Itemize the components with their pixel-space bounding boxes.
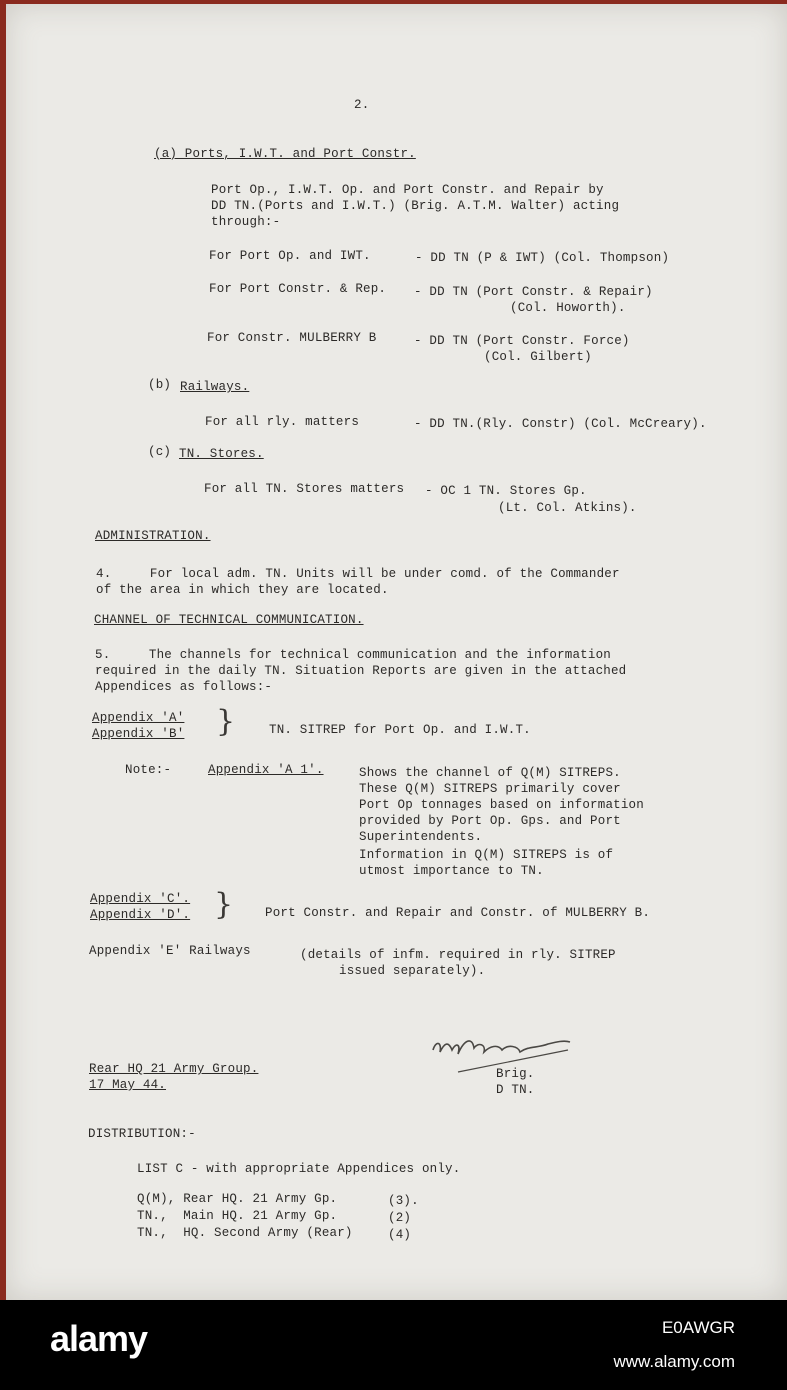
origin-line-1: Rear HQ 21 Army Group. (89, 1062, 259, 1076)
railways-label: For all rly. matters (205, 415, 360, 429)
section-b-heading: Railways. (180, 380, 250, 394)
appendix-d-label: Appendix 'D'. (90, 908, 191, 922)
site-url: www.alamy.com (613, 1352, 735, 1371)
page-number: 2. (354, 98, 370, 112)
section-a-intro-2: DD TN.(Ports and I.W.T.) (Brig. A.T.M. Walter) acting (211, 199, 620, 213)
note-line-1: Shows the channel of Q(M) SITREPS. (359, 766, 621, 780)
appendix-e-text-2: issued separately). (339, 964, 486, 978)
section-c-heading: TN. Stores. (179, 447, 264, 461)
channel-line-2: required in the daily TN. Situation Reports are given in the attached (95, 664, 627, 678)
port-constr-label: For Port Constr. & Rep. (209, 282, 387, 296)
administration-line-1: 4. For local adm. TN. Units will be under comd. of the Commander (96, 567, 620, 581)
note-appendix: Appendix 'A 1'. (208, 763, 324, 777)
note-line-5: Superintendents. (359, 830, 483, 844)
appendix-ab-text: TN. SITREP for Port Op. and I.W.T. (269, 723, 531, 737)
distribution-entry-1: Q(M), Rear HQ. 21 Army Gp. (137, 1192, 338, 1206)
section-a-intro-1: Port Op., I.W.T. Op. and Port Constr. and Repair by (211, 183, 604, 197)
port-constr-value: - DD TN (Port Constr. & Repair) (414, 285, 653, 299)
port-op-label: For Port Op. and IWT. (209, 249, 371, 263)
section-b-label: (b) (148, 378, 172, 392)
origin-line-2: 17 May 44. (89, 1078, 167, 1092)
note-line-2: These Q(M) SITREPS primarily cover (359, 782, 621, 796)
port-op-value: - DD TN (P & IWT) (Col. Thompson) (415, 251, 670, 265)
administration-heading: ADMINISTRATION. (95, 529, 211, 543)
appendix-e-label: Appendix 'E' Railways (89, 944, 251, 958)
distribution-list-line: LIST C - with appropriate Appendices only. (137, 1162, 461, 1176)
brace-ab: } (216, 704, 236, 739)
section-a-heading: (a) Ports, I.W.T. and Port Constr. (154, 147, 416, 161)
mulberry-value: - DD TN (Port Constr. Force) (414, 334, 630, 348)
note-label: Note:- (125, 763, 172, 777)
stores-label: For all TN. Stores matters (204, 482, 405, 496)
distribution-count-3: (4) (388, 1228, 412, 1242)
note-line-3: Port Op tonnages based on information (359, 798, 644, 812)
section-c-label: (c) (148, 445, 172, 459)
administration-line-2: of the area in which they are located. (96, 583, 389, 597)
note-line-4: provided by Port Op. Gps. and Port (359, 814, 621, 828)
railways-value: - DD TN.(Rly. Constr) (Col. McCreary). (414, 417, 707, 431)
distribution-count-1: (3). (388, 1194, 419, 1208)
section-a-intro-3: through:- (211, 215, 281, 229)
distribution-heading: DISTRIBUTION:- (88, 1127, 196, 1141)
note-line-7: utmost importance to TN. (359, 864, 544, 878)
port-constr-value-2: (Col. Howorth). (510, 301, 626, 315)
note-line-6: Information in Q(M) SITREPS is of (359, 848, 614, 862)
brace-cd: } (214, 887, 234, 922)
distribution-entry-3: TN., HQ. Second Army (Rear) (137, 1226, 353, 1240)
stores-value-2: (Lt. Col. Atkins). (498, 501, 637, 515)
signatory-title: D TN. (496, 1083, 535, 1097)
stock-photo-footer (0, 1300, 787, 1390)
signatory-rank: Brig. (496, 1067, 535, 1081)
mulberry-label: For Constr. MULBERRY B (207, 331, 377, 345)
channel-heading: CHANNEL OF TECHNICAL COMMUNICATION. (94, 613, 364, 627)
channel-line-3: Appendices as follows:- (95, 680, 273, 694)
appendix-cd-text: Port Constr. and Repair and Constr. of MULBERRY B. (265, 906, 651, 920)
channel-line-1: 5. The channels for technical communication and the information (95, 648, 611, 662)
appendix-b-label: Appendix 'B' (92, 727, 185, 741)
distribution-entry-2: TN., Main HQ. 21 Army Gp. (137, 1209, 338, 1223)
appendix-a-label: Appendix 'A' (92, 711, 185, 725)
stores-value: - OC 1 TN. Stores Gp. (425, 484, 587, 498)
alamy-logo: alamy (50, 1318, 148, 1359)
appendix-c-label: Appendix 'C'. (90, 892, 191, 906)
image-code: E0AWGR (661, 1318, 735, 1337)
appendix-e-text-1: (details of infm. required in rly. SITREP (300, 948, 616, 962)
mulberry-value-2: (Col. Gilbert) (484, 350, 592, 364)
distribution-count-2: (2) (388, 1211, 412, 1225)
